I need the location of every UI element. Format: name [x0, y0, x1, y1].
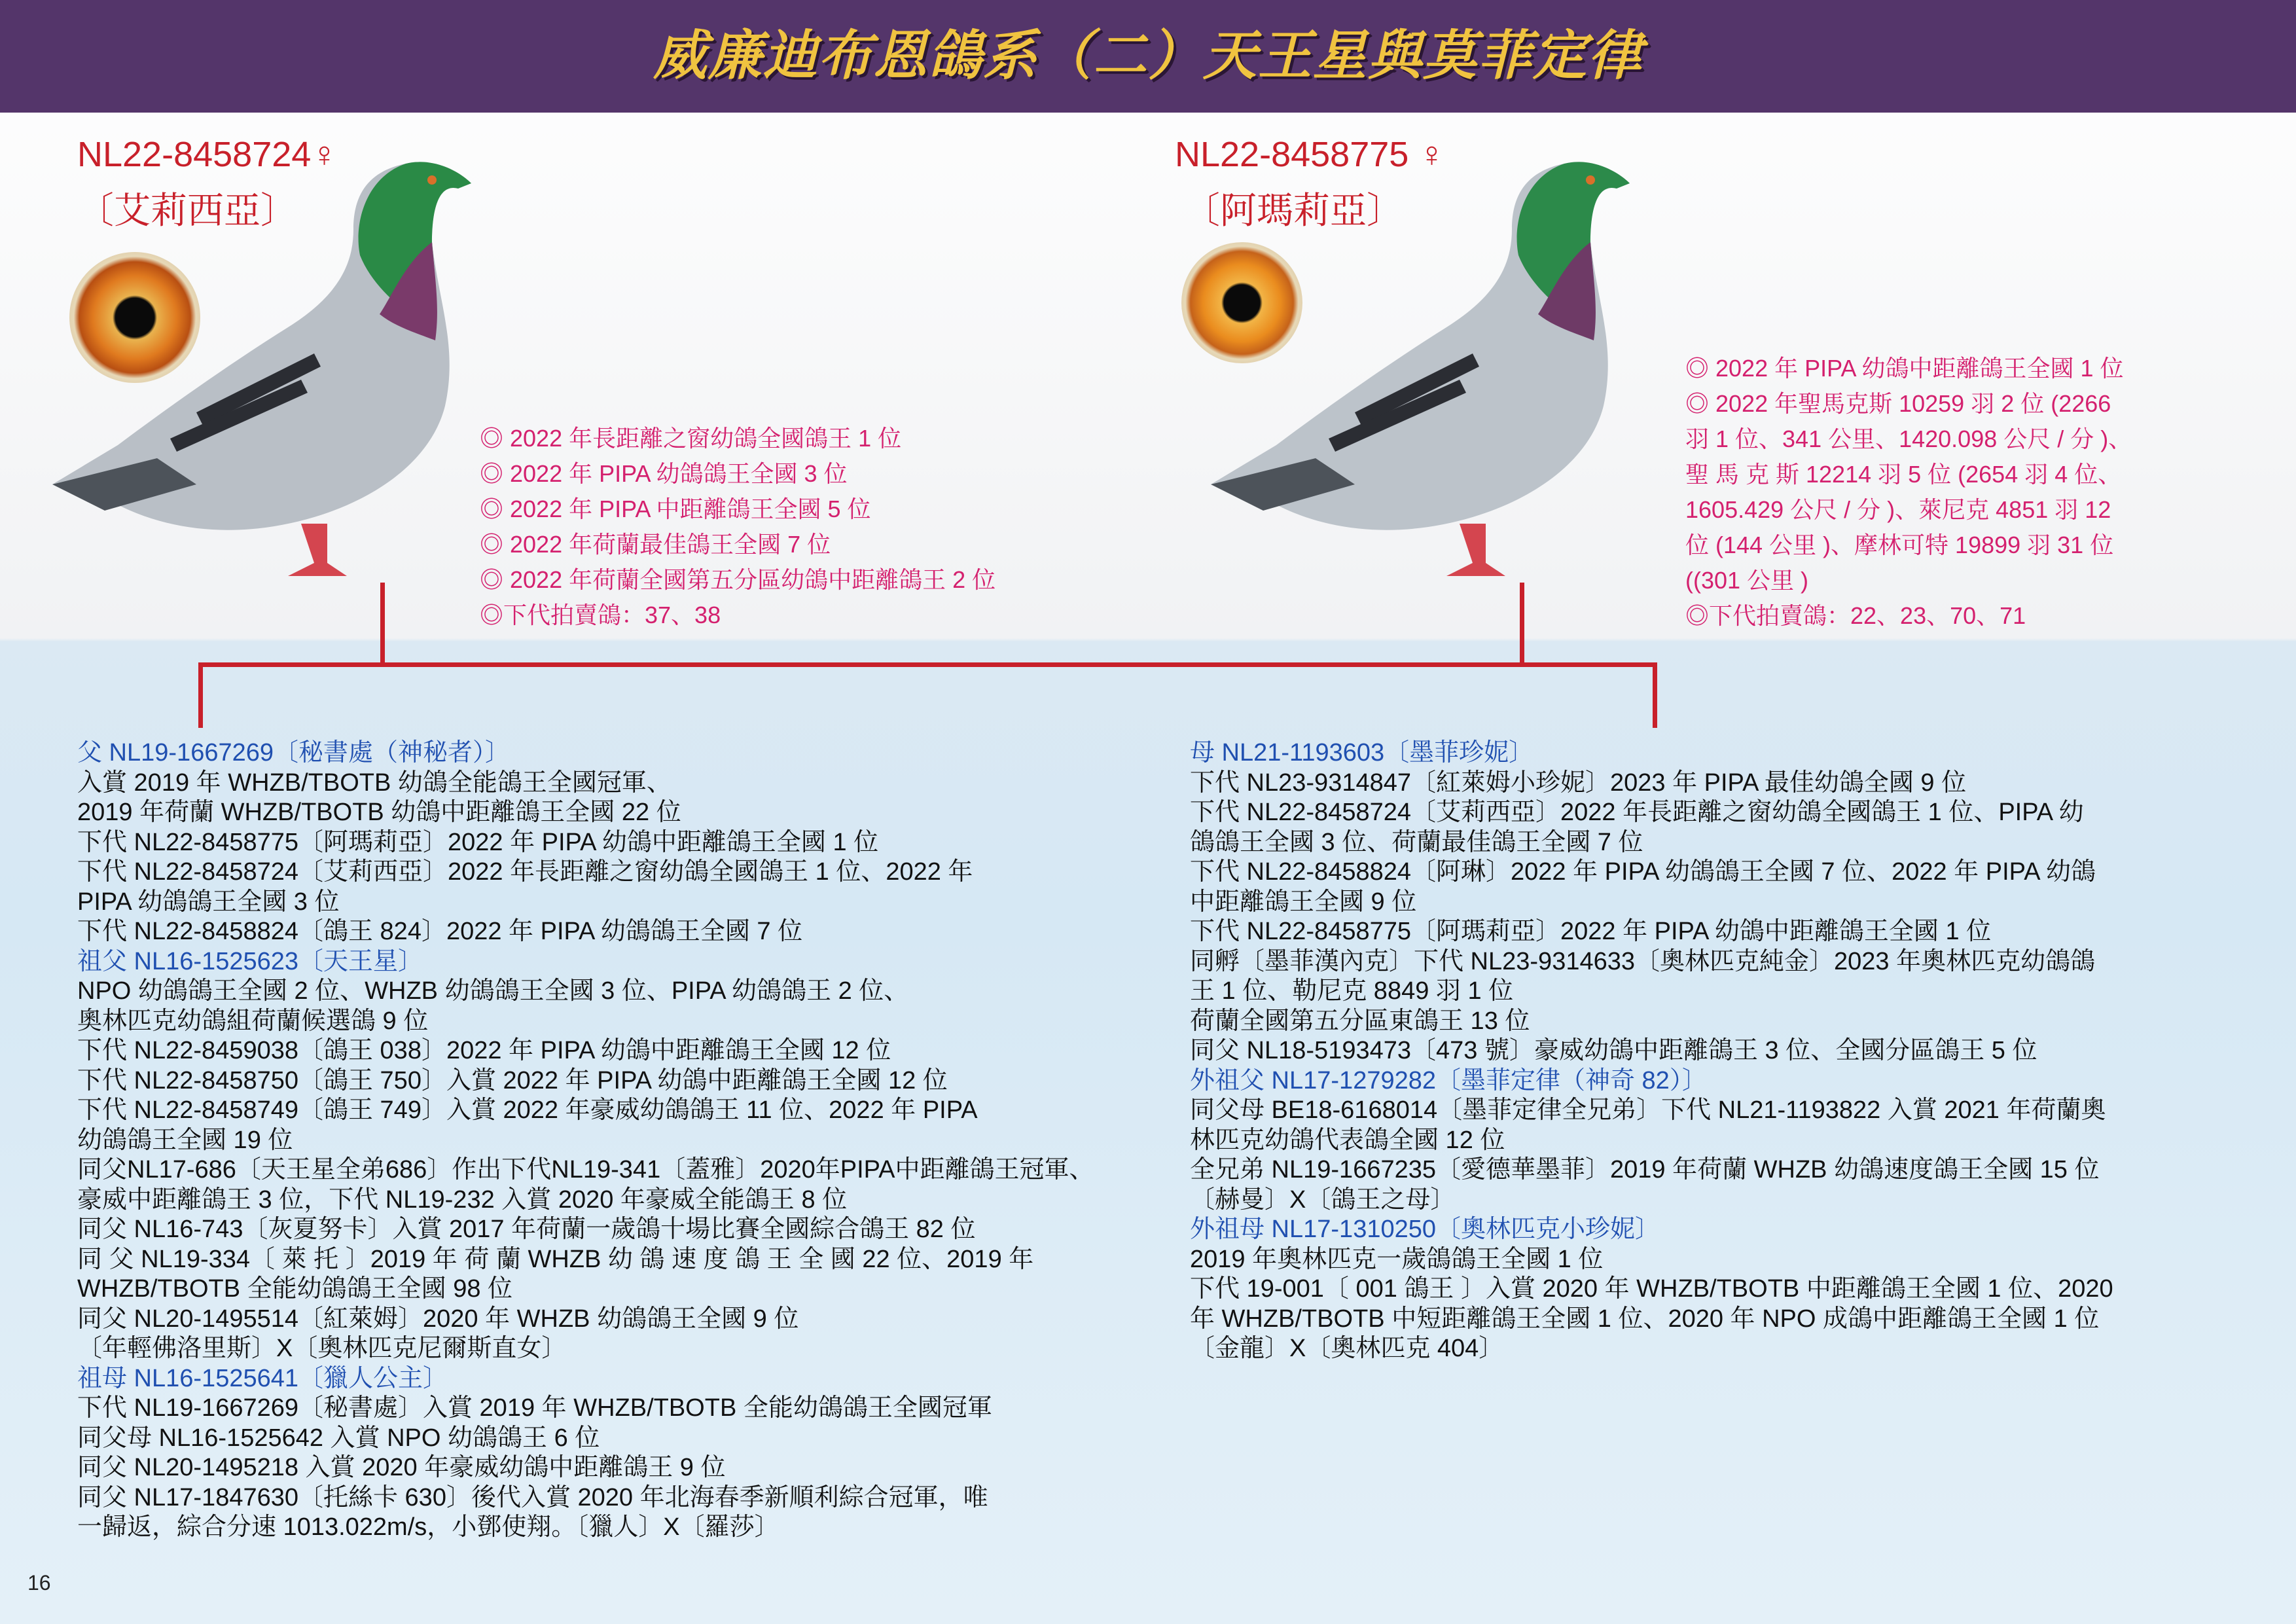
achievement-line: 聖 馬 克 斯 12214 羽 5 位 (2654 羽 4 位、: [1685, 461, 2122, 488]
left-achievements: [480, 421, 996, 633]
pedigree-line: 一歸返，綜合分速 1013.022m/s，小鄧使翔。〔獵人〕X〔羅莎〕: [77, 1513, 780, 1541]
pedigree-heading: 祖父 NL16-1525623〔天王星〕: [77, 947, 423, 975]
pedigree-line: 同父 NL20-1495218 入賞 2020 年豪威幼鴿中距離鴿王 9 位: [77, 1454, 726, 1481]
pedigree-line: 中距離鴿王全國 9 位: [1190, 888, 1417, 916]
pedigree-line: 同 父 NL19-334〔 萊 托 〕2019 年 荷 蘭 WHZB 幼 鴿 速 度 鴿 王 全 國 22 位、2019 年: [77, 1245, 1034, 1273]
pedigree-line: 下代 NL22-8458775〔阿瑪莉亞〕2022 年 PIPA 幼鴿中距離鴿王全國 1 位: [77, 828, 879, 856]
pedigree-line: 鴿鴿王全國 3 位、荷蘭最佳鴿王全國 7 位: [1190, 828, 1643, 856]
pedigree-line: 下代 NL22-8458824〔阿琳〕2022 年 PIPA 幼鴿鴿王全國 7 位、2022 年 PIPA 幼鴿: [1190, 858, 2096, 886]
pedigree-line: 同父NL17-686〔天王星全弟686〕作出下代NL19-341〔蓋雅〕2020年PIPA中距離鴿王冠軍、: [77, 1156, 1094, 1183]
pedigree-line: 下代 NL22-8458824〔鴿王 824〕2022 年 PIPA 幼鴿鴿王全國 7 位: [77, 918, 803, 945]
pedigree-line: 下代 NL19-1667269〔秘書處〕入賞 2019 年 WHZB/TBOTB 全能幼鴿鴿王全國冠軍: [77, 1394, 992, 1422]
left-pigeon-image: [39, 131, 471, 583]
achievement-line: ◎ 2022 年荷蘭全國第五分區幼鴿中距離鴿王 2 位: [480, 566, 996, 593]
pedigree-heading: 外祖母 NL17-1310250〔奧林匹克小珍妮〕: [1190, 1216, 1660, 1243]
pedigree-line: 2019 年奧林匹克一歲鴿鴿王全國 1 位: [1190, 1245, 1604, 1273]
achievement-line: 位 (144 公里 )、摩林可特 19899 羽 31 位: [1685, 532, 2114, 558]
right-pedigree: [1190, 738, 2113, 1364]
pedigree-line: 下代 NL22-8458724〔艾莉西亞〕2022 年長距離之窗幼鴿全國鴿王 1 位、2022 年: [77, 858, 973, 886]
achievement-line: 1605.429 公尺 / 分 )、萊尼克 4851 羽 12: [1685, 496, 2111, 523]
pedigree-line: 荷蘭全國第五分區東鴿王 13 位: [1190, 1007, 1530, 1035]
pedigree-line: 下代 NL22-8458724〔艾莉西亞〕2022 年長距離之窗幼鴿全國鴿王 1 位、PIPA 幼: [1190, 799, 2084, 826]
pedigree-line: 同父 NL17-1847630〔托絲卡 630〕後代入賞 2020 年北海春季新順利綜合冠軍，唯: [77, 1483, 988, 1511]
right-connector-vertical: [1520, 583, 1524, 664]
right-achievements: [1685, 351, 2132, 634]
achievement-line: ◎ 2022 年荷蘭最佳鴿王全國 7 位: [480, 531, 831, 558]
pedigree-line: 〔金龍〕X〔奧林匹克 404〕: [1190, 1335, 1504, 1362]
pedigree-line: 下代 NL22-8458750〔鴿王 750〕入賞 2022 年 PIPA 幼鴿中距離鴿王全國 12 位: [77, 1066, 948, 1094]
pedigree-line: 林匹克幼鴿代表鴿全國 12 位: [1190, 1126, 1505, 1154]
achievement-line: ◎下代拍賣鴿：22、23、70、71: [1685, 602, 2026, 629]
pedigree-line: 入賞 2019 年 WHZB/TBOTB 幼鴿全能鴿王全國冠軍、: [77, 768, 672, 797]
page-title: 威廉迪布恩鴿系（二）天王星與莫菲定律: [653, 25, 1643, 87]
achievement-line: 羽 1 位、341 公里、1420.098 公尺 / 分 )、: [1685, 425, 2132, 452]
pedigree-line: 下代 NL22-8459038〔鴿王 038〕2022 年 PIPA 幼鴿中距離鴿王全國 12 位: [77, 1037, 891, 1064]
pedigree-heading: 外祖父 NL17-1279282〔墨菲定律（神奇 82）〕: [1190, 1066, 1707, 1094]
left-bird-name: 〔艾莉西亞〕: [77, 190, 297, 232]
left-bird-ring: NL22-8458724♀: [77, 135, 338, 174]
pedigree-line: 下代 19-001〔 001 鴿王 〕入賞 2020 年 WHZB/TBOTB 中距離鴿王全國 1 位、2020: [1190, 1275, 2113, 1303]
pedigree-heading: 母 NL21-1193603〔墨菲珍妮〕: [1190, 739, 1534, 767]
title-banner: [0, 0, 2296, 113]
achievement-line: ◎下代拍賣鴿：37、38: [480, 602, 721, 628]
left-drop-line: [198, 662, 203, 728]
connector-horizontal: [198, 662, 1657, 667]
achievement-line: ((301 公里 ): [1685, 567, 1809, 594]
left-pedigree: [77, 738, 1094, 1543]
pedigree-line: 2019 年荷蘭 WHZB/TBOTB 幼鴿中距離鴿王全國 22 位: [77, 799, 681, 826]
pedigree-line: 全兄弟 NL19-1667235〔愛德華墨菲〕2019 年荷蘭 WHZB 幼鴿速度鴿王全國 15 位: [1190, 1156, 2100, 1183]
pedigree-line: 下代 NL22-8458775〔阿瑪莉亞〕2022 年 PIPA 幼鴿中距離鴿王全國 1 位: [1190, 918, 1992, 945]
pedigree-line: 同父母 BE18-6168014〔墨菲定律全兄弟〕下代 NL21-1193822 入賞 2021 年荷蘭奧: [1190, 1096, 2106, 1124]
achievement-line: ◎ 2022 年聖馬克斯 10259 羽 2 位 (2266: [1685, 390, 2111, 417]
right-pigeon-image: [1198, 131, 1630, 583]
pedigree-line: WHZB/TBOTB 全能幼鴿鴿王全國 98 位: [77, 1275, 513, 1303]
left-connector-vertical: [380, 583, 385, 664]
page-number: 16: [27, 1571, 51, 1595]
achievement-line: ◎ 2022 年 PIPA 幼鴿中距離鴿王全國 1 位: [1685, 355, 2124, 382]
achievement-line: ◎ 2022 年長距離之窗幼鴿全國鴿王 1 位: [480, 425, 902, 452]
right-drop-line: [1653, 662, 1657, 728]
pedigree-heading: 父 NL19-1667269〔秘書處（神秘者）〕: [77, 739, 510, 767]
pedigree-line: 下代 NL22-8458749〔鴿王 749〕入賞 2022 年豪威幼鴿鴿王 11 位、2022 年 PIPA: [77, 1096, 978, 1124]
pedigree-line: 同父母 NL16-1525642 入賞 NPO 幼鴿鴿王 6 位: [77, 1424, 600, 1452]
pedigree-heading: 祖母 NL16-1525641〔獵人公主〕: [77, 1364, 448, 1392]
right-bird-ring: NL22-8458775 ♀: [1175, 135, 1445, 174]
pedigree-line: 王 1 位、勒尼克 8849 羽 1 位: [1190, 977, 1514, 1005]
pedigree-line: 奧林匹克幼鴿組荷蘭候選鴿 9 位: [77, 1007, 429, 1035]
achievement-line: ◎ 2022 年 PIPA 幼鴿鴿王全國 3 位: [480, 460, 848, 487]
achievement-line: ◎ 2022 年 PIPA 中距離鴿王全國 5 位: [480, 496, 871, 522]
pedigree-line: 幼鴿鴿王全國 19 位: [77, 1126, 293, 1154]
pedigree-line: PIPA 幼鴿鴿王全國 3 位: [77, 888, 340, 916]
pedigree-line: 〔赫曼〕X〔鴿王之母〕: [1190, 1185, 1456, 1214]
pedigree-line: NPO 幼鴿鴿王全國 2 位、WHZB 幼鴿鴿王全國 3 位、PIPA 幼鴿鴿王 2 位、: [77, 977, 909, 1005]
right-bird-name: 〔阿瑪莉亞〕: [1183, 190, 1403, 232]
pedigree-line: 下代 NL23-9314847〔紅萊姆小珍妮〕2023 年 PIPA 最佳幼鴿全國 9 位: [1190, 768, 1967, 797]
pedigree-line: 豪威中距離鴿王 3 位，下代 NL19-232 入賞 2020 年豪威全能鴿王 8 位: [77, 1185, 848, 1214]
pedigree-line: 同孵〔墨菲漢內克〕下代 NL23-9314633〔奧林匹克純金〕2023 年奧林匹克幼鴿鴿: [1190, 947, 2096, 975]
pedigree-line: 同父 NL18-5193473〔473 號〕豪威幼鴿中距離鴿王 3 位、全國分區鴿王 5 位: [1190, 1037, 2037, 1064]
pedigree-line: 年 WHZB/TBOTB 中短距離鴿王全國 1 位、2020 年 NPO 成鴿中距離鴿王全國 1 位: [1190, 1305, 2100, 1333]
pedigree-line: 〔年輕佛洛里斯〕X〔奧林匹克尼爾斯直女〕: [77, 1335, 567, 1362]
pedigree-line: 同父 NL20-1495514〔紅萊姆〕2020 年 WHZB 幼鴿鴿王全國 9 位: [77, 1305, 799, 1333]
pedigree-line: 同父 NL16-743〔灰夏努卡〕入賞 2017 年荷蘭一歲鴿十場比賽全國綜合鴿王 82 位: [77, 1216, 976, 1243]
